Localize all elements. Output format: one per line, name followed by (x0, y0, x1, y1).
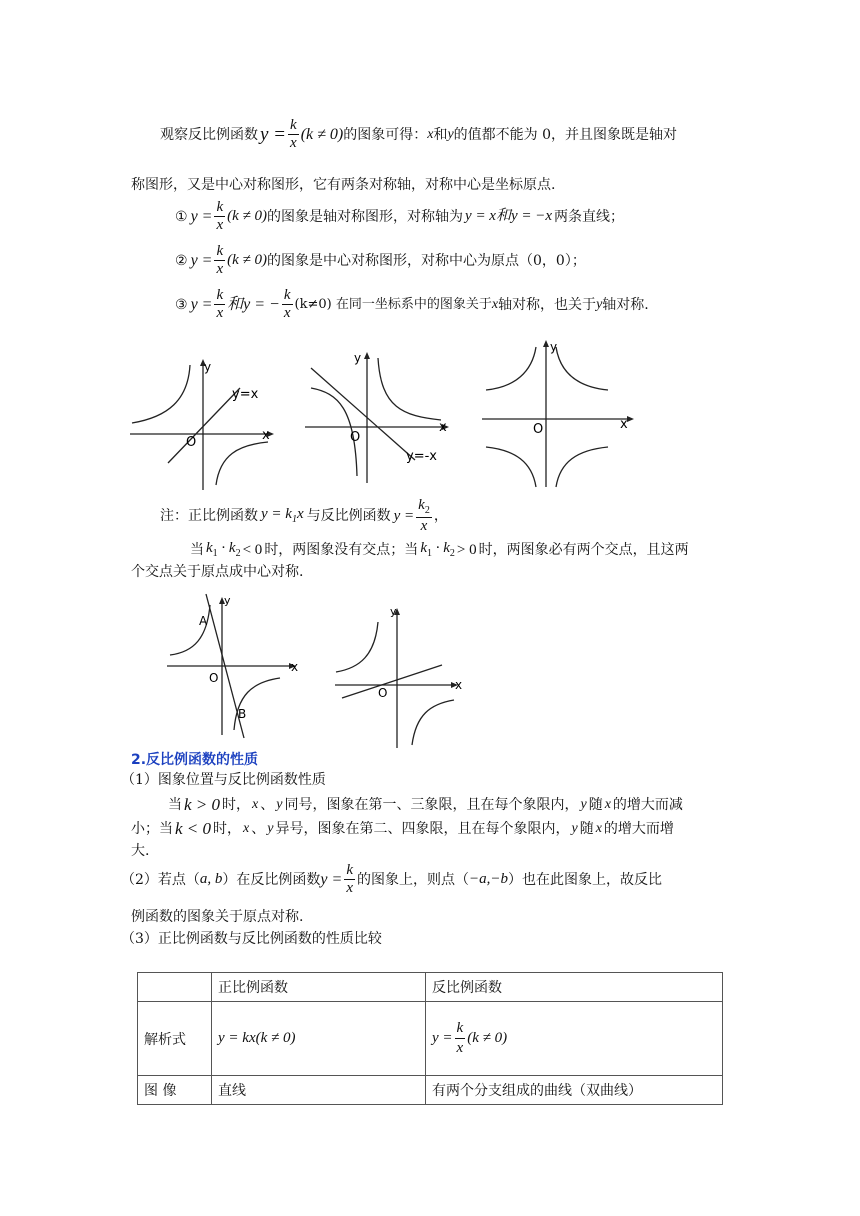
sub-heading-2-cont: 例函数的图象关于原点对称. (131, 909, 304, 925)
label-origin: O (378, 686, 388, 700)
text: 随 (579, 820, 594, 837)
note-end: ， (433, 508, 448, 524)
item-1 (175, 200, 624, 233)
table-row (138, 1002, 723, 1076)
text: 当 (168, 796, 182, 813)
sep: 、 (260, 796, 275, 813)
var-y: y (276, 796, 283, 812)
denominator: x (216, 305, 224, 321)
label-point-b: B (238, 707, 247, 721)
var-x: x (252, 796, 259, 812)
eq-var-x: x (296, 506, 304, 522)
eq-and-neg: 和y = − (227, 295, 280, 313)
text: ）也在此图象上，故反比 (508, 871, 662, 888)
label-x: x (439, 420, 447, 435)
intro-text-c: 的值都不能为 0，并且图象既是轴对 (453, 126, 678, 143)
eq-cond: (k ≠ 0) (227, 208, 268, 224)
line-y-eq-neg-x (311, 368, 415, 460)
eq-cond: (k ≠ 0) (467, 1030, 508, 1046)
denominator: x (346, 880, 353, 896)
item-3 (175, 288, 649, 321)
table-header-cell: 正比例函数 (212, 973, 426, 1002)
fraction-k-over-x (455, 1020, 466, 1057)
eq-text: y = k (261, 506, 292, 522)
property-line-1 (168, 796, 683, 813)
property-line-3: 大. (131, 843, 150, 859)
var-x: x (427, 126, 434, 142)
denominator: x (216, 217, 224, 233)
eq-cond: (k ≠ 0) (300, 125, 344, 143)
arrow-icon (364, 352, 370, 359)
intro-and: 和 (433, 126, 448, 143)
label-line: y=x (232, 387, 259, 402)
denominator: x (420, 518, 428, 534)
text: 的图象上，则点（ (357, 871, 469, 888)
eq-y: y = (190, 295, 213, 313)
numerator: k (283, 287, 291, 303)
arrow-icon (543, 340, 549, 347)
eq-y: y = (190, 251, 213, 269)
label-x: x (291, 660, 299, 674)
hyperbola-branch (486, 347, 536, 390)
denominator: x (283, 305, 291, 321)
subscript: 2 (424, 505, 430, 516)
eq-k1k2: $k_1 \cdot k_2$ (420, 540, 455, 559)
text: 同号，图象在第一、三象限，且在每个象限内， (284, 796, 579, 813)
var-x: x (491, 296, 499, 312)
var-x: x (604, 796, 611, 812)
note-line-3: 个交点关于原点成中心对称. (131, 564, 304, 580)
intro-text-b: 的图象可得： (343, 126, 428, 143)
item-3-text-c: 轴对称. (602, 296, 649, 313)
label-y: y (354, 351, 362, 365)
numerator: k (216, 243, 224, 259)
text: 时， (213, 820, 242, 837)
section-heading: 2.反比例函数的性质 (131, 752, 259, 768)
note-label: 注：正比例函数 (160, 508, 258, 524)
eq-k1k2: $k_1 \cdot k_2$ (206, 540, 241, 559)
eq-y-k1x (261, 507, 304, 525)
fraction-k-over-x (214, 288, 225, 321)
eq-y: y = (432, 1030, 453, 1046)
denominator: x (216, 261, 224, 277)
table-header-row (138, 973, 723, 1002)
table-cell: 解析式 (138, 1002, 212, 1076)
var-x: x (243, 820, 250, 836)
text: 的增大而减 (612, 796, 683, 813)
hyperbola-branch (378, 358, 441, 420)
fraction-k-over-x (282, 288, 293, 321)
denominator: x (290, 135, 297, 151)
item-2-text: 的图象是中心对称图形，对称中心为原点（0，0）； (267, 252, 586, 269)
cond-k-positive: k > 0 (184, 795, 221, 814)
label-y: y (550, 340, 558, 354)
sub-heading-2 (121, 863, 662, 896)
hyperbola-branch (556, 447, 608, 487)
item-1-eq: y = x和y = −x (465, 208, 553, 224)
note-line-2 (190, 541, 689, 559)
numerator: k (455, 1020, 466, 1039)
sub-heading-1: （1）图象位置与反比例函数性质 (121, 772, 326, 788)
numerator: k (216, 199, 224, 215)
sub-heading-3: （3）正比例函数与反比例函数的性质比较 (121, 931, 382, 947)
note-line-1 (160, 498, 448, 534)
text: 时， (222, 796, 251, 813)
table-cell: 直线 (212, 1076, 426, 1105)
text: 小；当 (131, 820, 173, 837)
note-mid: 与反比例函数 (306, 508, 391, 524)
graph-k-positive-with-y-eq-x (128, 355, 278, 495)
hyperbola-branch (486, 447, 536, 487)
fraction-k-over-x (288, 118, 299, 151)
label-origin: O (350, 430, 361, 445)
text: 异号，图象在第二、四象限，且在每个象限内， (275, 820, 570, 837)
comparison-table (137, 972, 723, 1105)
hyperbola-branch (216, 442, 268, 485)
label-x: x (262, 428, 270, 443)
var-y: y (580, 796, 587, 812)
arrow-icon (627, 416, 634, 422)
label-line: y=-x (406, 449, 437, 464)
fraction-k-over-x (344, 863, 355, 896)
eq-inverse (432, 1020, 507, 1057)
eq-lt: < 0 (242, 541, 263, 558)
subscript: 1 (291, 514, 297, 525)
sep: 、 (251, 820, 266, 837)
item-1-num: ① (175, 208, 188, 225)
point-neg-ab: −a,−b (469, 871, 508, 887)
hyperbola-branch (170, 605, 210, 655)
numerator: k (290, 117, 297, 133)
eq-y: y = (393, 507, 415, 524)
item-1-text: 的图象是轴对称图形，对称轴为 (267, 208, 464, 225)
item-2-num: ② (175, 252, 188, 269)
note-text-b: 时，两图象没有交点；当 (264, 542, 419, 558)
intro-line-2: 称图形，又是中心对称图形，它有两条对称轴，对称中心是坐标原点. (131, 177, 556, 193)
text: （2）若点（ (121, 871, 200, 888)
text: 随 (588, 796, 603, 813)
var-y: y (596, 296, 603, 312)
graph-symmetric-hyperbolas (480, 337, 640, 497)
intro-text-a: 观察反比例函数 (160, 126, 258, 143)
label-y: y (224, 594, 231, 607)
label-y: y (390, 605, 397, 618)
point-ab: a, b (199, 871, 223, 887)
table-row (138, 1076, 723, 1105)
hyperbola-branch (234, 678, 280, 730)
line-proportional (342, 665, 442, 698)
hyperbola-branch (556, 347, 608, 390)
text: ）在反比例函数 (222, 871, 321, 888)
fraction-k-over-x (214, 200, 225, 233)
graph-k-negative-with-y-eq-neg-x (303, 348, 453, 488)
eq-y: y = (320, 870, 343, 888)
table-cell: 有两个分支组成的曲线（双曲线） (426, 1076, 723, 1105)
label-x: x (455, 678, 463, 692)
eq-direct: y = kx(k ≠ 0) (218, 1030, 296, 1046)
text: 的增大而增 (603, 820, 674, 837)
hyperbola-branch (132, 365, 190, 423)
label-origin: O (209, 671, 219, 685)
fraction-k-over-x (214, 244, 225, 277)
property-line-2 (131, 820, 674, 837)
var-y: y (447, 126, 454, 142)
table-cell (426, 1002, 723, 1076)
item-3-text: (k≠0) 在同一坐标系中的图象关于 (294, 297, 492, 312)
eq-gt: > 0 (456, 541, 477, 558)
label-point-a: A (199, 614, 208, 628)
label-origin: O (186, 435, 197, 450)
label-y: y (204, 360, 212, 374)
item-3-num: ③ (175, 296, 188, 313)
label-x: x (620, 417, 628, 432)
note-when: 当 (190, 542, 204, 558)
numerator: k (216, 287, 224, 303)
item-1-end: 两条直线； (554, 208, 625, 225)
item-3-text-b: 轴对称，也关于 (498, 296, 597, 313)
eq-y: y = (190, 207, 213, 225)
cond-k-negative: k < 0 (175, 819, 212, 838)
eq-cond: (k ≠ 0) (227, 252, 268, 268)
table-header-cell (138, 973, 212, 1002)
numerator: k (346, 862, 353, 878)
intro-line-1 (160, 118, 677, 151)
note-text-c: 时，两图象必有两个交点，且这两 (478, 542, 689, 558)
var-x: x (595, 820, 602, 836)
eq-y: y = (260, 124, 287, 145)
graph-intersection-k-positive (162, 590, 307, 740)
denominator: x (456, 1040, 464, 1056)
table-cell (212, 1002, 426, 1076)
table-header-cell: 反比例函数 (426, 973, 723, 1002)
numerator (416, 498, 432, 518)
label-origin: O (533, 422, 544, 437)
fraction-k2-over-x (416, 498, 432, 534)
var-y: y (571, 820, 578, 836)
hyperbola-branch (336, 622, 378, 672)
graph-no-intersection (330, 600, 475, 750)
k: k (418, 497, 425, 513)
hyperbola-branch (412, 700, 454, 745)
table-cell: 图 像 (138, 1076, 212, 1105)
var-y: y (267, 820, 274, 836)
item-2 (175, 244, 586, 277)
